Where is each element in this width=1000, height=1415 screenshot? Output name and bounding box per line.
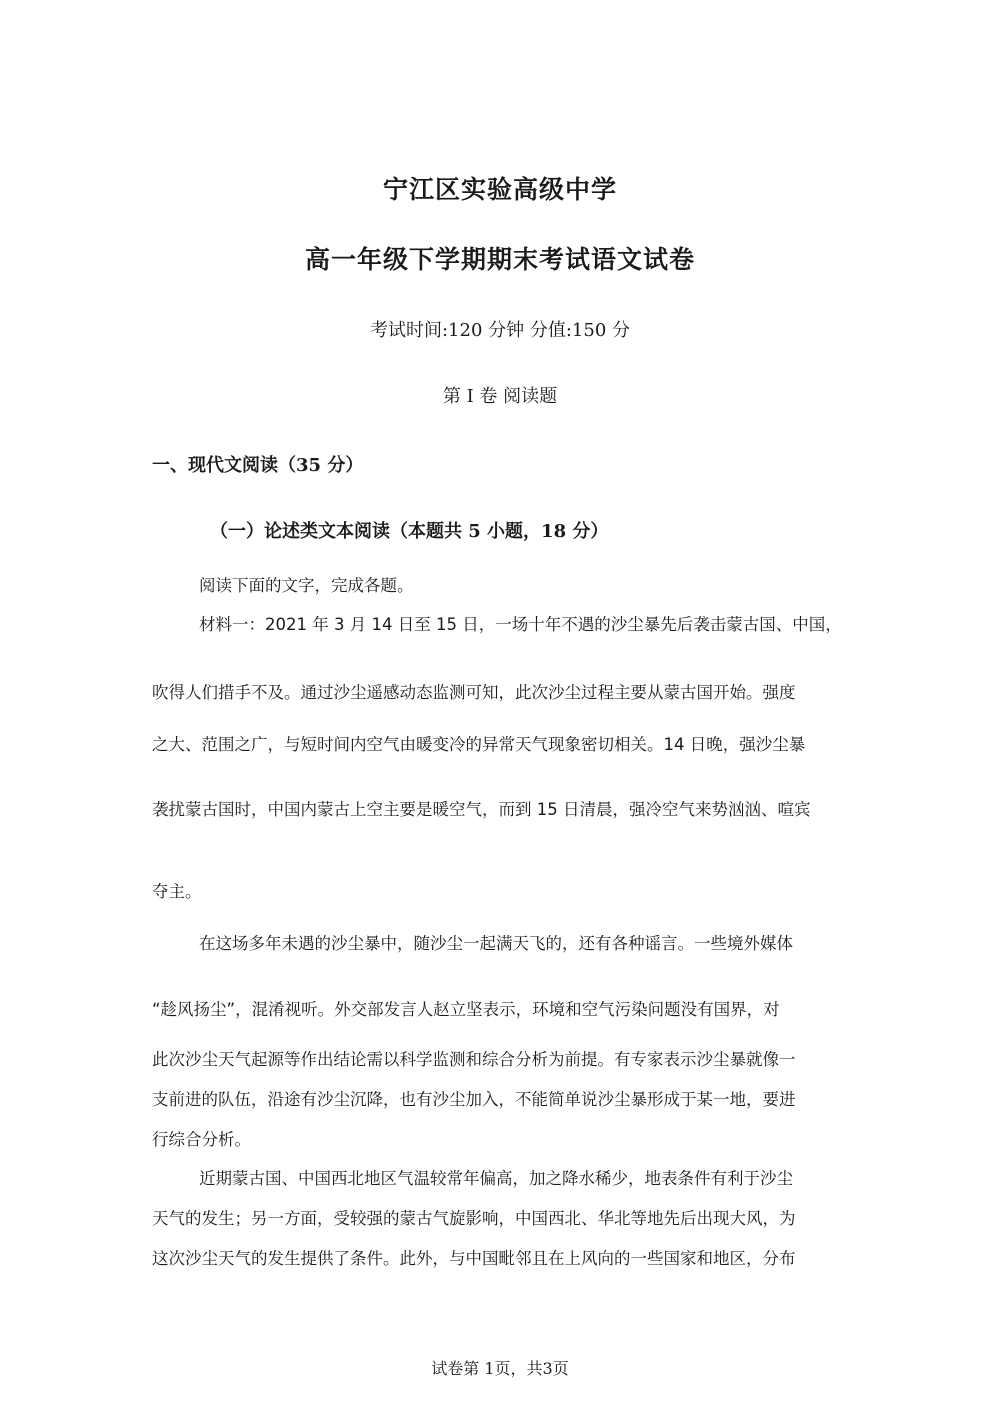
passage-line: 支前进的队伍，沿途有沙尘沉降，也有沙尘加入，不能简单说沙尘暴形成于某一地，要进 bbox=[152, 1090, 796, 1109]
instruction-line: 阅读下面的文字，完成各题。 bbox=[199, 576, 414, 595]
passage-line: “趁风扬尘”，混淆视听。外交部发言人赵立坚表示，环境和空气污染问题没有国界，对 bbox=[152, 1000, 780, 1019]
passage-line: 吹得人们措手不及。通过沙尘遥感动态监测可知，此次沙尘过程主要从蒙古国开始。强度 bbox=[152, 683, 796, 702]
passage-line: 在这场多年未遇的沙尘暴中，随沙尘一起满天飞的，还有各种谣言。一些境外媒体 bbox=[199, 934, 793, 953]
passage-line: 天气的发生；另一方面，受较强的蒙古气旋影响，中国西北、华北等地先后出现大风，为 bbox=[152, 1209, 796, 1228]
section-heading: 一、现代文阅读（35 分） bbox=[152, 455, 364, 476]
passage-line: 袭扰蒙古国时，中国内蒙古上空主要是暖空气，而到 15 日清晨，强冷空气来势汹汹、喧宾 bbox=[152, 800, 811, 819]
section-subheading: （一）论述类文本阅读（本题共 5 小题，18 分） bbox=[210, 521, 609, 542]
passage-line: 之大、范围之广，与短时间内空气由暖变冷的异常天气现象密切相关。14 日晚，强沙尘暴 bbox=[152, 735, 806, 754]
passage-line: 夺主。 bbox=[152, 882, 202, 901]
exam-title: 高一年级下学期期末考试语文试卷 bbox=[304, 245, 695, 274]
passage-line: 这次沙尘天气的发生提供了条件。此外，与中国毗邻且在上风向的一些国家和地区，分布 bbox=[152, 1249, 796, 1268]
passage-line: 近期蒙古国、中国西北地区气温较常年偏高，加之降水稀少，地表条件有利于沙尘 bbox=[199, 1169, 793, 1188]
volume-label: 第 I 卷 阅读题 bbox=[442, 386, 558, 407]
passage-line: 此次沙尘天气起源等作出结论需以科学监测和综合分析为前提。有专家表示沙尘暴就像一 bbox=[152, 1050, 796, 1069]
school-name: 宁江区实验高级中学 bbox=[382, 175, 617, 204]
passage-line: 行综合分析。 bbox=[152, 1130, 251, 1149]
exam-info: 考试时间:120 分钟 分值:150 分 bbox=[369, 320, 630, 341]
page-footer: 试卷第 1页，共3页 bbox=[431, 1359, 569, 1378]
passage-line: 材料一：2021 年 3 月 14 日至 15 日，一场十年不遇的沙尘暴先后袭击蒙古国、中国， bbox=[199, 615, 842, 634]
